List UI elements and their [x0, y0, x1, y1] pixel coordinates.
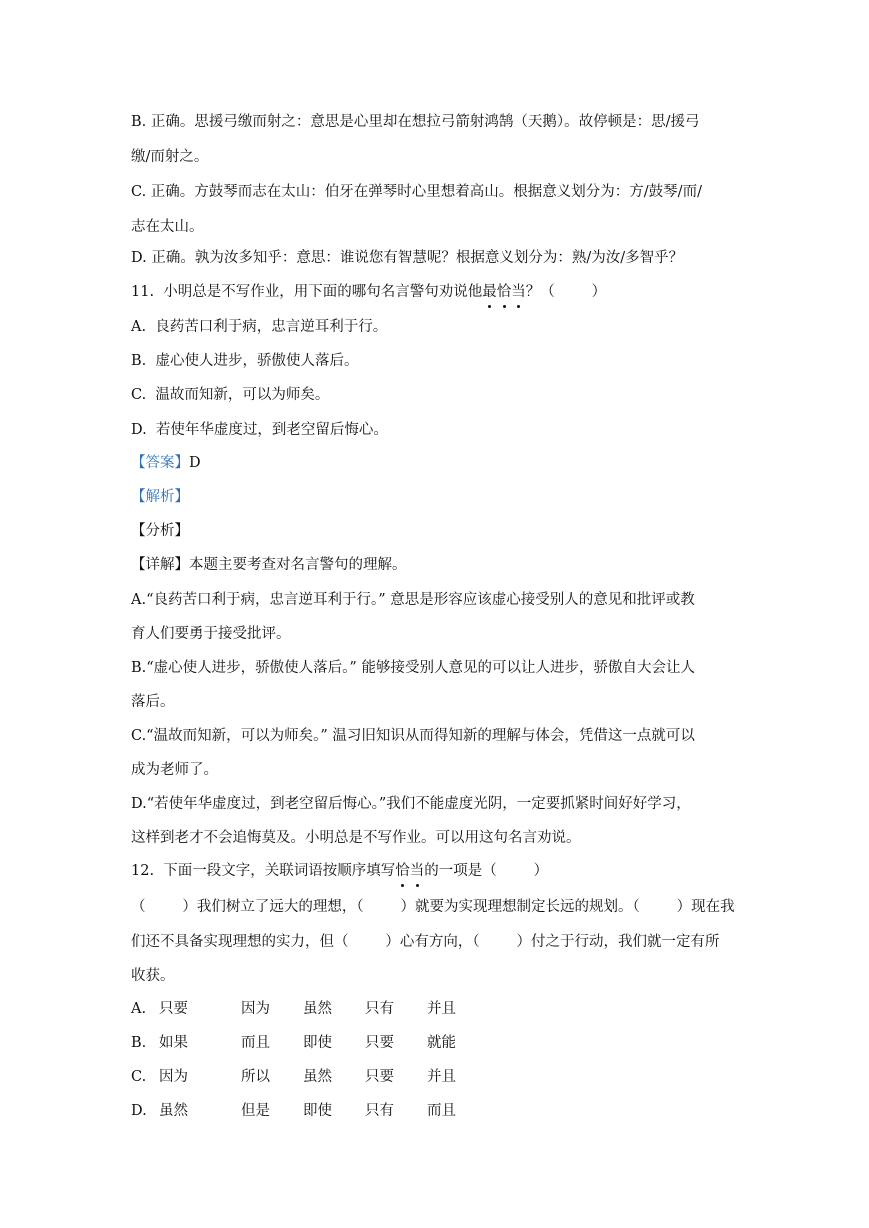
option-word: 只要 — [159, 1001, 188, 1017]
explanation-b-2: 落后。 — [131, 694, 175, 710]
question-11-option-b: B. 虚心使人进步，骄傲使人落后。 — [131, 353, 359, 369]
answer-value: D — [189, 455, 201, 471]
option-word: 就能 — [427, 1035, 456, 1051]
option-word: 即使 — [303, 1035, 332, 1051]
option-word: 所以 — [241, 1069, 270, 1085]
passage-line-2: 们还不具备实现理想的实力，但（ ）心有方向，（ ）付之于行动，我们就一定有所 — [131, 934, 720, 950]
question-12-stem — [131, 861, 548, 881]
option-word: 虽然 — [303, 1069, 332, 1085]
explanation-c-2: 成为老师了。 — [131, 762, 218, 778]
detail-tag: 【详解】 — [131, 557, 189, 573]
explanation-a-1: A.“良药苦口利于病，忠言逆耳利于行。” 意思是形容应该虚心接受别人的意见和批评或教 — [131, 592, 695, 608]
option-word: 虽然 — [303, 1001, 332, 1017]
option-word: 只有 — [365, 1001, 394, 1017]
option-word: 因为 — [241, 1001, 270, 1017]
question-11-stem-before: 11. 小明总是不写作业，用下面的哪句名言警句劝说他 — [131, 284, 483, 300]
question-11-option-d: D. 若使年华虚度过，到老空留后悔心。 — [131, 422, 388, 438]
explanation-d-2: 这样到老才不会追悔莫及。小明总是不写作业。可以用这句名言劝说。 — [131, 830, 581, 846]
passage-line-1: （ ）我们树立了远大的理想，（ ）就要为实现理想制定长远的规划。（ ）现在我 — [131, 899, 735, 915]
option-word: 而且 — [427, 1103, 456, 1119]
emphasis-char: 恰 — [496, 284, 512, 300]
option-word: 只要 — [365, 1069, 394, 1085]
emphasis-char: 当 — [409, 863, 425, 879]
question-12-option-d — [131, 1101, 456, 1121]
explanation-a-2: 育人们要勇于接受批评。 — [131, 626, 291, 642]
question-12-option-c — [131, 1067, 456, 1087]
option-word: 并且 — [427, 1069, 456, 1085]
question-11-option-a: A. 良药苦口利于病，忠言逆耳利于行。 — [131, 319, 388, 335]
option-word: 虽然 — [159, 1103, 188, 1119]
answer-line — [131, 453, 201, 473]
text-line-b-correct-2: 缴/而射之。 — [131, 149, 209, 165]
option-word: 并且 — [427, 1001, 456, 1017]
detail-text: 本题主要考查对名言警句的理解。 — [189, 557, 407, 573]
emphasis-char: 恰 — [395, 863, 410, 879]
explanation-c-1: C.“温故而知新，可以为师矣。” 温习旧知识从而得知新的理解与体会，凭借这一点就可以 — [131, 728, 695, 744]
emphasis-char: 最 — [482, 284, 497, 300]
option-label: B. — [131, 1035, 147, 1051]
question-12-stem-after: 的一项是（ ） — [424, 863, 549, 879]
text-line-b-correct-1: B. 正确。思援弓缴而射之：意思是心里却在想拉弓箭射鸿鹄（天鹅）。故停顿是：思/援弓 — [131, 114, 700, 130]
option-word: 只要 — [365, 1035, 394, 1051]
analysis-tag: 【解析】 — [131, 489, 189, 505]
option-label: D. — [131, 1103, 147, 1119]
option-word: 但是 — [241, 1103, 270, 1119]
option-word: 而且 — [241, 1035, 270, 1051]
emphasis-char: 当 — [511, 284, 526, 300]
question-11-option-c: C. 温故而知新，可以为师矣。 — [131, 387, 330, 403]
explanation-d-1: D.“若使年华虚度过，到老空留后悔心。”我们不能虚度光阴，一定要抓紧时间好好学习， — [131, 796, 691, 812]
explanation-b-1: B.“虚心使人进步，骄傲使人落后。” 能够接受别人意见的可以让人进步，骄傲自大会让人 — [131, 660, 695, 676]
question-12-option-a — [131, 999, 456, 1019]
question-12-option-b — [131, 1033, 456, 1053]
option-word: 如果 — [159, 1035, 188, 1051]
fenxi-tag: 【分析】 — [131, 523, 189, 539]
answer-tag: 【答案】 — [131, 455, 189, 471]
detail-line — [131, 555, 407, 575]
option-label: A. — [131, 1001, 147, 1017]
option-word: 只有 — [365, 1103, 394, 1119]
text-line-d-correct: D. 正确。孰为汝多知乎：意思：谁说您有智慧呢？根据意义划分为：熟/为汝/多智乎？ — [131, 250, 684, 266]
text-line-c-correct-2: 志在太山。 — [131, 219, 204, 235]
option-word: 因为 — [159, 1069, 188, 1085]
question-11-stem — [131, 282, 606, 302]
question-12-stem-before: 12. 下面一段文字，关联词语按顺序填写 — [131, 863, 396, 879]
option-label: C. — [131, 1069, 147, 1085]
option-word: 即使 — [303, 1103, 332, 1119]
text-line-c-correct-1: C. 正确。方鼓琴而志在太山：伯牙在弹琴时心里想着高山。根据意义划分为：方/鼓琴/而/ — [131, 184, 702, 200]
question-11-stem-after: ？（ ） — [525, 284, 607, 300]
passage-line-3: 收获。 — [131, 968, 175, 984]
